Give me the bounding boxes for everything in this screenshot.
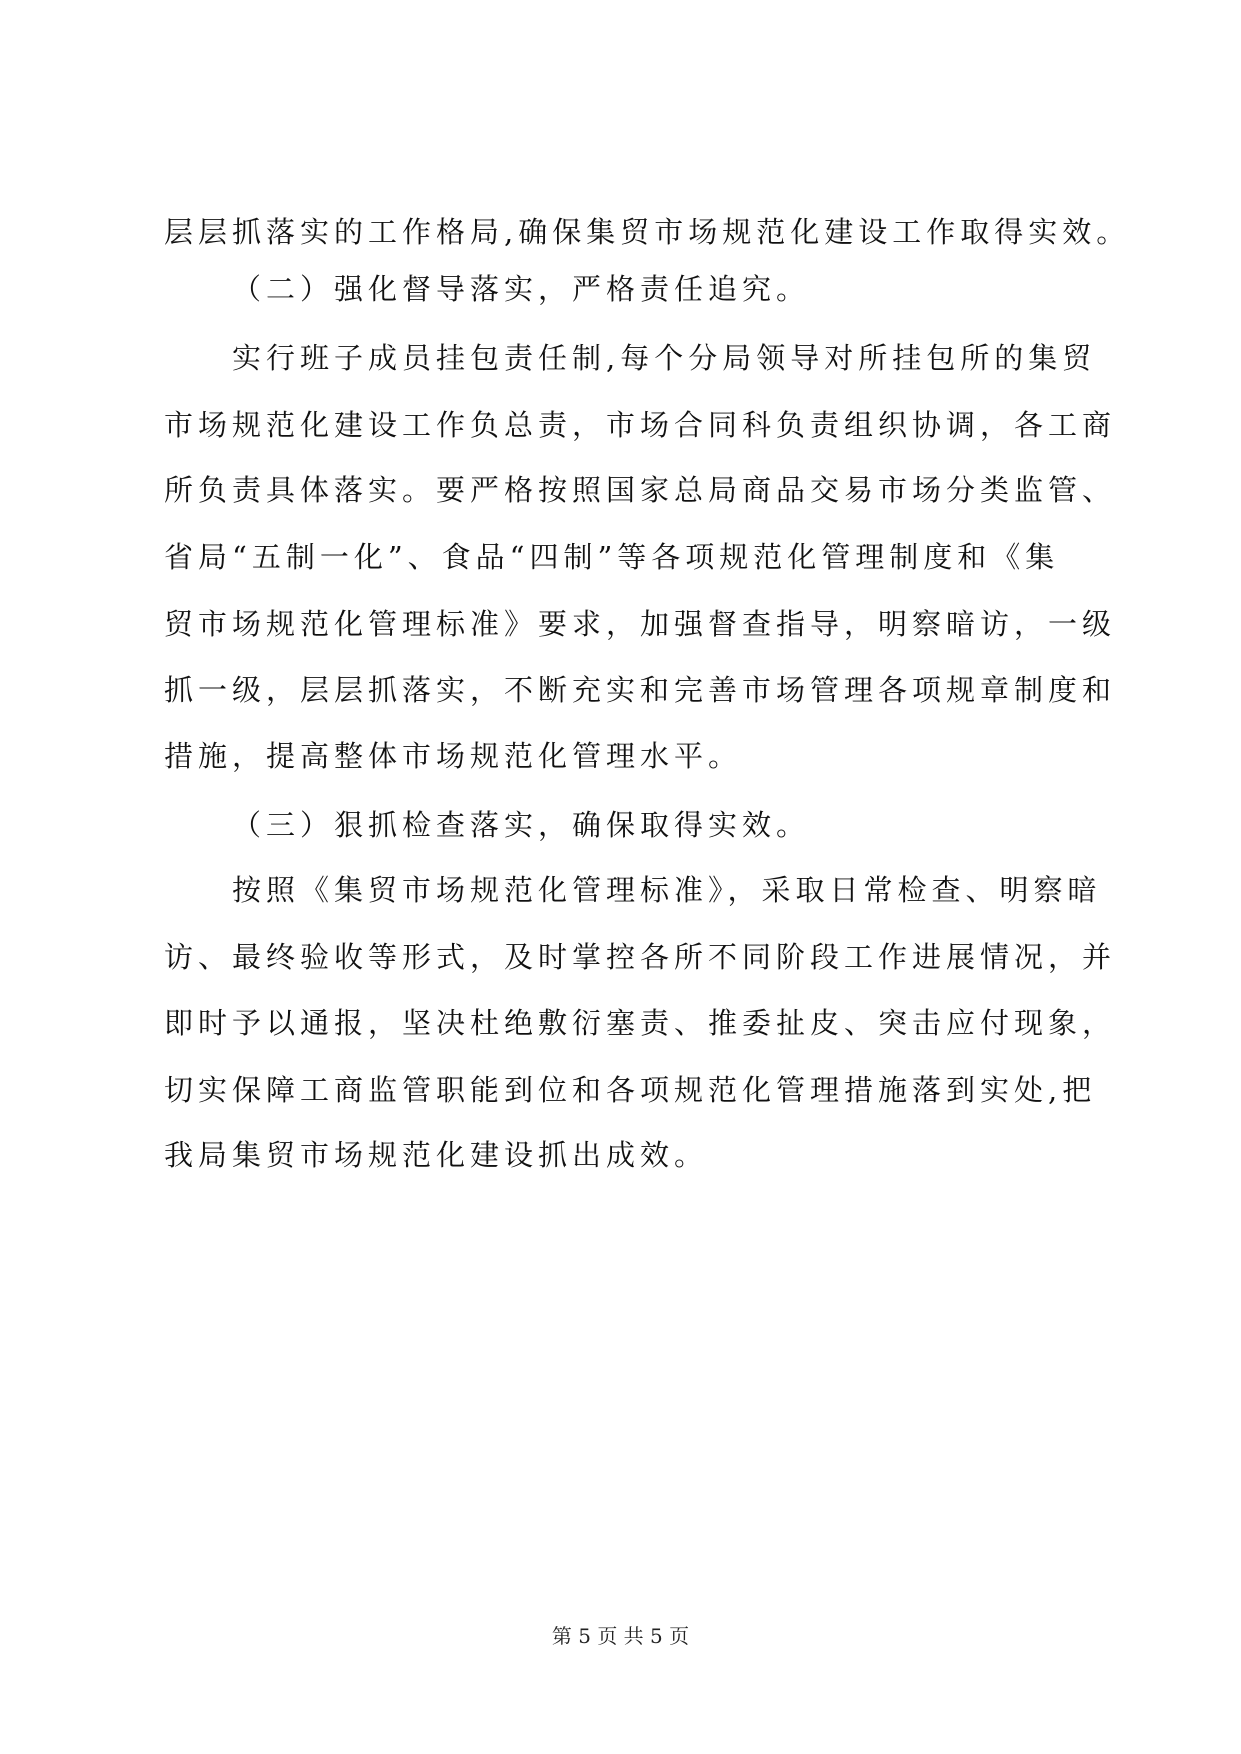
paragraph-line-8: 抓一级，层层抓落实，不断充实和完善市场管理各项规章制度和 [164,673,1117,707]
paragraph-line-14: 我局集贸市场规范化建设抓出成效。 [164,1138,709,1172]
paragraph-line-3: 实行班子成员挂包责任制,每个分局领导对所挂包所的集贸 [232,341,1097,375]
page-number-footer: 第 5 页 共 5 页 [551,1624,690,1648]
paragraph-line-5: 所负责具体落实。要严格按照国家总局商品交易市场分类监管、 [164,473,1117,507]
paragraph-line-1: 层层抓落实的工作格局,确保集贸市场规范化建设工作取得实效。 [164,215,1131,249]
paragraph-line-13: 切实保障工商监管职能到位和各项规范化管理措施落到实处,把 [164,1073,1097,1107]
paragraph-line-9: 措施，提高整体市场规范化管理水平。 [164,739,743,773]
paragraph-line-4: 市场规范化建设工作负总责，市场合同科负责组织协调，各工商 [164,408,1117,442]
paragraph-line-12: 即时予以通报，坚决杜绝敷衍塞责、推委扯皮、突击应付现象， [164,1006,1117,1040]
paragraph-line-11: 访、最终验收等形式，及时掌控各所不同阶段工作进展情况，并 [164,940,1117,974]
paragraph-line-6: 省局“五制一化”、食品“四制”等各项规范化管理制度和《集 [164,540,1060,574]
paragraph-line-10: 按照《集贸市场规范化管理标准》，采取日常检查、明察暗 [232,873,1102,907]
section-heading-2: （二）强化督导落实，严格责任追究。 [232,272,811,306]
section-heading-3: （三）狠抓检查落实，确保取得实效。 [232,808,811,842]
paragraph-line-7: 贸市场规范化管理标准》要求，加强督查指导，明察暗访，一级 [164,607,1117,641]
